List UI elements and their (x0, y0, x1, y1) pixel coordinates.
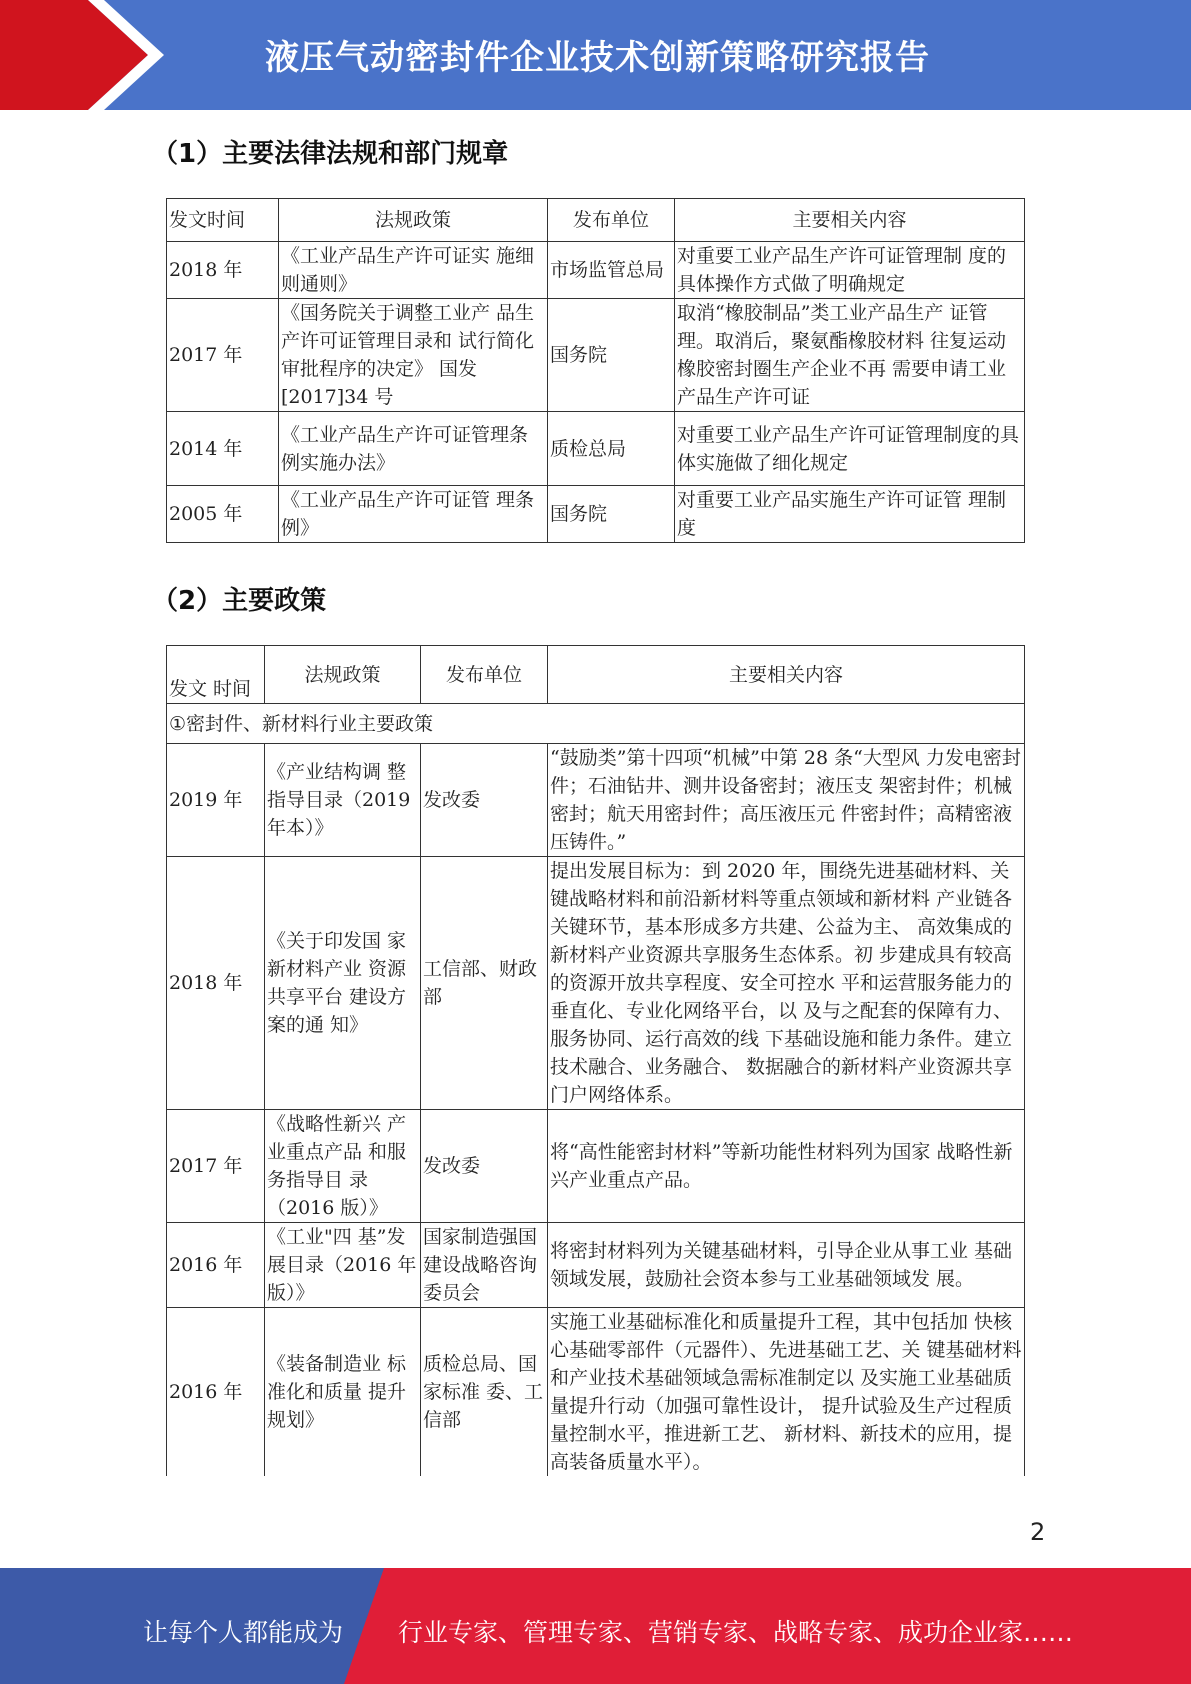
cell-content: 提出发展目标为：到 2020 年，围绕先进基础材料、关键战略材料和前沿新材料等重点领域和新材料 产业链各关键环节，基本形成多方共建、公益为主、 高效集成的新材料产业资源共享服务生态体系。初 步建成具有较高的资源开放共享程度、安全可控水 平和运营服务能力的垂直化、专业化网络平台，以 及与之配套的保障有力、服务协同、运行高效的线 下基础设施和能力条件。建立技术融合、业务融合、 数据融合的新材料产业资源共享门户网络体系。 (548, 857, 1025, 1110)
cell-issuer: 工信部、财政部 (421, 857, 548, 1110)
cell-content: 取消“橡胶制品”类工业产品生产 证管理。取消后，聚氨酯橡胶材料 往复运动橡胶密封圈生产企业不再 需要申请工业产品生产许可证 (675, 299, 1025, 412)
cell-issuer: 质检总局 (548, 412, 675, 486)
col-header-content: 主要相关内容 (675, 199, 1025, 242)
col-header-issuer: 发布单位 (548, 199, 675, 242)
table-row (167, 1223, 1025, 1308)
cell-content: 实施工业基础标准化和质量提升工程，其中包括加 快核心基础零部件（元器件）、先进基础工艺、关 键基础材料和产业技术基础领域急需标准制定以 及实施工业基础质量提升行动（加强可靠性设计， 提升试验及生产过程质量控制水平，推进新工艺、 新材料、新技术的应用，提高装备质量水平）。 (548, 1308, 1025, 1477)
cell-policy: 《装备制造业 标准化和质量 提升规划》 (265, 1308, 421, 1477)
section-1-title: （1）主要法律法规和部门规章 (152, 139, 509, 169)
cell-policy: 《国务院关于调整工业产 品生产许可证管理目录和 试行简化审批程序的决定》 国发[2017]34 号 (279, 299, 548, 412)
cell-date: 2018 年 (167, 857, 265, 1110)
cell-policy: 《工业产品生产许可证管 理条例》 (279, 486, 548, 543)
cell-date: 2005 年 (167, 486, 279, 543)
table-row (167, 857, 1025, 1110)
cell-date: 2018 年 (167, 242, 279, 299)
cell-issuer: 国务院 (548, 299, 675, 412)
table-row (167, 1308, 1025, 1477)
cell-date: 2019 年 (167, 744, 265, 857)
footer-slogan-right: 行业专家、管理专家、营销专家、战略专家、成功企业家…… (398, 1618, 1074, 1647)
cell-policy: 《战略性新兴 产业重点产品 和服务指导目 录（2016 版）》 (265, 1110, 421, 1223)
cell-content: 将密封材料列为关键基础材料，引导企业从事工业 基础领域发展，鼓励社会资本参与工业基础领域发 展。 (548, 1223, 1025, 1308)
cell-content: 对重要工业产品生产许可证管理制度的具体实施做了细化规定 (675, 412, 1025, 486)
table-row (167, 412, 1025, 486)
table-header-row (167, 199, 1025, 242)
cell-policy: 《工业"四 基”发展目录（2016 年版）》 (265, 1223, 421, 1308)
cell-content: 将“高性能密封材料”等新功能性材料列为国家 战略性新兴产业重点产品。 (548, 1110, 1025, 1223)
col-header-content: 主要相关内容 (548, 646, 1025, 704)
cell-policy: 《工业产品生产许可证实 施细则通则》 (279, 242, 548, 299)
col-header-date: 发文时间 (167, 199, 279, 242)
col-header-issuer: 发布单位 (421, 646, 548, 704)
group-label: ①密封件、新材料行业主要政策 (167, 704, 1025, 744)
cell-issuer: 发改委 (421, 744, 548, 857)
cell-date: 2017 年 (167, 1110, 265, 1223)
table-row (167, 299, 1025, 412)
cell-date: 2014 年 (167, 412, 279, 486)
cell-issuer: 质检总局、国家标准 委、工信部 (421, 1308, 548, 1477)
col-header-policy: 法规政策 (265, 646, 421, 704)
table-header-row (167, 646, 1025, 704)
cell-content: 对重要工业产品生产许可证管理制 度的具体操作方式做了明确规定 (675, 242, 1025, 299)
section-2-title: （2）主要政策 (152, 586, 327, 616)
col-header-policy: 法规政策 (279, 199, 548, 242)
cell-date: 2017 年 (167, 299, 279, 412)
page-footer (0, 1568, 1191, 1684)
cell-issuer: 市场监管总局 (548, 242, 675, 299)
page-header (0, 0, 1191, 110)
footer-slogan-left: 让每个人都能成为 (143, 1618, 344, 1647)
policies-table (166, 645, 1025, 1476)
group-row (167, 704, 1025, 744)
page-number: 2 (1030, 1518, 1046, 1546)
cell-content: 对重要工业产品实施生产许可证管 理制度 (675, 486, 1025, 543)
cell-policy: 《产业结构调 整指导目录（2019 年本）》 (265, 744, 421, 857)
cell-date: 2016 年 (167, 1308, 265, 1477)
table-row (167, 486, 1025, 543)
table-row (167, 1110, 1025, 1223)
report-title: 液压气动密封件企业技术创新策略研究报告 (265, 38, 930, 78)
table-row (167, 744, 1025, 857)
regulations-table (166, 198, 1025, 543)
col-header-date: 发文 时间 (167, 646, 265, 704)
cell-policy: 《工业产品生产许可证管理条例实施办法》 (279, 412, 548, 486)
cell-issuer: 国家制造强国建设战略咨询委员会 (421, 1223, 548, 1308)
cell-issuer: 发改委 (421, 1110, 548, 1223)
cell-content: “鼓励类”第十四项“机械”中第 28 条“大型风 力发电密封件；石油钻井、测井设备密封；液压支 架密封件；机械密封；航天用密封件；高压液压元 件密封件；高精密液压铸件。” (548, 744, 1025, 857)
cell-policy: 《关于印发国 家新材料产业 资源共享平台 建设方案的通 知》 (265, 857, 421, 1110)
table-row (167, 242, 1025, 299)
cell-date: 2016 年 (167, 1223, 265, 1308)
cell-issuer: 国务院 (548, 486, 675, 543)
